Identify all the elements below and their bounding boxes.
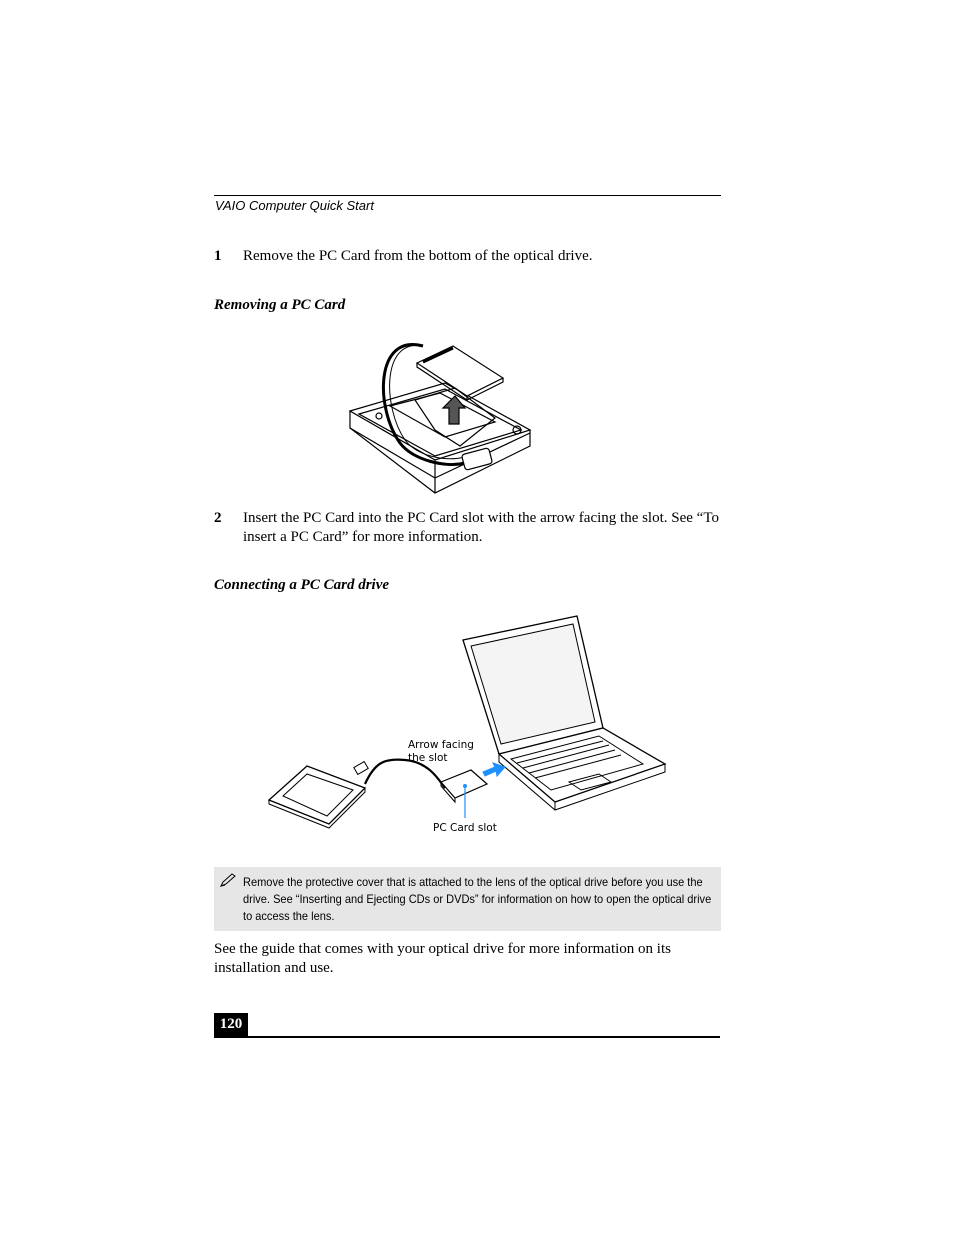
pencil-note-icon — [220, 873, 236, 887]
header-rule — [214, 195, 721, 196]
step-text: Insert the PC Card into the PC Card slot with the arrow facing the slot. See “To insert a PC Card” for more information. — [243, 510, 719, 545]
closing-paragraph: See the guide that comes with your optical drive for more information on its installation and use. — [214, 941, 671, 976]
label-pc-card-slot: PC Card slot — [433, 822, 497, 834]
step-2 — [214, 509, 721, 547]
label-arrow-facing-line2: the slot — [408, 752, 448, 764]
figure-removing-pc-card — [345, 338, 535, 496]
page-number: 120 — [214, 1013, 248, 1036]
figure-caption-connecting: Connecting a PC Card drive — [214, 577, 390, 593]
removing-pc-card-illustration — [345, 338, 535, 496]
step-text: Remove the PC Card from the bottom of the optical drive. — [243, 248, 593, 264]
footer-rule — [214, 1036, 720, 1038]
figure-connecting-pc-card-drive — [265, 612, 670, 837]
note-box — [214, 867, 721, 931]
label-arrow-facing-line1: Arrow facing — [408, 739, 474, 751]
step-number: 1 — [214, 248, 222, 264]
step-number: 2 — [214, 510, 222, 526]
running-header-title: VAIO Computer Quick Start — [215, 198, 374, 213]
step-1 — [214, 247, 721, 266]
figure-caption-removing: Removing a PC Card — [214, 297, 346, 313]
note-text: Remove the protective cover that is attached to the lens of the optical drive before you use the drive. See “Inserting and Ejecting CDs or DVDs” for information on how to open the optical drive to access the lens. — [243, 875, 712, 923]
connecting-pc-card-drive-illustration — [265, 612, 670, 837]
